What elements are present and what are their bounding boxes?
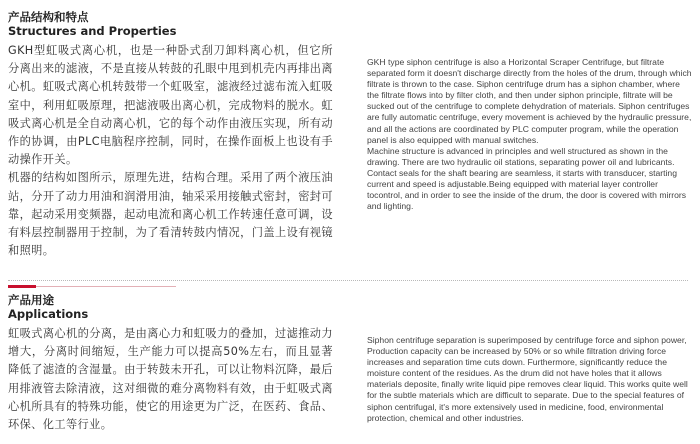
structure-paragraph-zh-1: GKH型虹吸式离心机，也是一种卧式刮刀卸料离心机，但它所分离出来的滤液，不是直接从转鼓的孔眼中甩到机壳内再排出离心机。虹吸式离心机转鼓带一个虹吸室，滤液经过滤布流入虹吸室中，利用虹吸原理，把滤液吸出离心机，完成物料的脱水。虹吸式离心机是全自动离心机，它的每个动作由液压实现，所有动作的协调，由PLC电脑程序控制，同时，在操作面板上也设有手动操作开关。	[8, 44, 333, 167]
applications-paragraph-en-1: Siphon centrifuge separation is superimposed by centrifuge force and siphon power, Production capacity can be increased by 50% or so while filtration driving force increases and separation time cuts down. Furthermore, significantly reduce the moisture content of the residues. As the drum did not have holes that it allows materials deposite, finally write liquid pipe removes clear liquid. This works quite well for the subtle materials which are difficult to separate. Due to the special features of siphon centrifugal, it's more extensively used in medicine, food, environmental protection, chemical and other industries.	[367, 335, 688, 423]
section-divider	[8, 280, 688, 281]
applications-heading-en: Applications	[8, 307, 89, 321]
applications-section-zh	[8, 293, 333, 434]
applications-heading-zh: 产品用途	[8, 293, 54, 307]
structure-section-zh	[8, 10, 333, 260]
applications-section-en	[367, 335, 693, 424]
structure-heading-zh: 产品结构和特点	[8, 10, 89, 24]
structure-paragraph-en-2: Machine structure is advanced in principles and well structured as shown in the drawing. There are two hydraulic oil stations, separating power oil and lubricants. Contact seals for the shaft bearing are seamless, it starts with transducer, starting current and speed is adjustable.Being equipped with material layer controller tocontrol, and in order to see the inside of the drum, the door is covered with mirrors and lighting.	[367, 145, 687, 212]
applications-accent-line	[36, 286, 176, 287]
structure-paragraph-zh-2: 机器的结构如图所示，原理先进，结构合理。采用了两个液压油站，分开了动力用油和润滑用油，轴采采用接触式密封，密封可靠，起动采用变频器，起动电流和离心机工作转速任意可调，设有料层控制器用于控制，为了看清转鼓内情况，门盖上设有视镜和照明。	[8, 171, 333, 258]
structure-section-en	[367, 57, 693, 212]
structure-heading-en: Structures and Properties	[8, 24, 177, 38]
applications-accent-bar	[8, 285, 36, 288]
structure-paragraph-en-1: GKH type siphon centrifuge is also a Horizontal Scraper Centrifuge, but filtrate separated form it doesn't discharge directly from the holes of the drum, through which filtrate is thrown to the case. Siphon centrifuge drum has a siphon chamber, where the filtrate flows into by filter cloth, and then under siphon principle, filtrate will be sucked out of the centrifuge to complete dehydration of materials. Siphon centrifuges are fully automatic centrifuge, every movement is achieved by the hydraulic pressure, and all the actions are coordinated by PLC computer program, while the operation panel is also equipped with manual switches.	[367, 57, 692, 145]
applications-paragraph-zh-1: 虹吸式离心机的分离，是由离心力和虹吸力的叠加，过滤推动力增大，分离时间缩短，生产能力可以提高50%左右，而且显著降低了滤渣的含湿量。由于转鼓未开孔，可以让物料沉降，最后用排液管去除清液，这对细微的难分离物料有效，由于虹吸式离心机所具有的特殊功能，使它的用途更为广泛，在医药、食品、环保、化工等行业。	[8, 327, 333, 432]
